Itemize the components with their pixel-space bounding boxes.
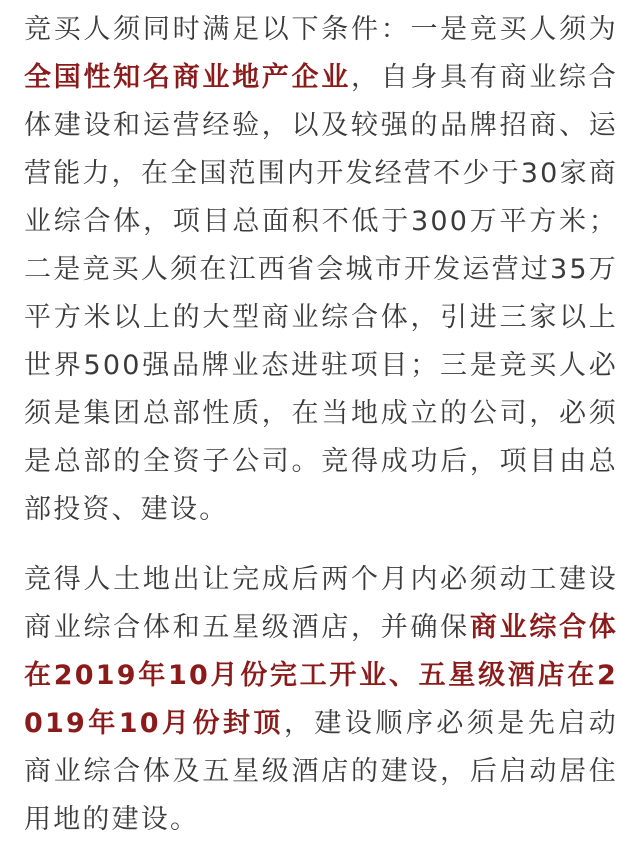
paragraph-text: 竞买人须同时满足以下条件：一是竞买人须为 bbox=[24, 14, 618, 45]
highlighted-text-completion-deadline: 商业综合体在2019年10月份完工开业、五星级酒店在2019年10月份封顶 bbox=[24, 612, 619, 739]
paragraph-text: ，自身具有商业综合体建设和运营经验，以及较强的品牌招商、运营能力，在全国范围内开发经营不少于30家商业综合体，项目总面积不低于300万平方米；二是竞买人须在江西省会城市开发运营过35万平方米以上的大型商业综合体，引进三家以上世界500强品牌业态进驻项目；三是竞买人必须是集团总部性质，在当地成立的公司，必须是总部的全资子公司。竞得成功后，项目由总部投资、建设。 bbox=[24, 62, 618, 525]
paragraph-text: 竞得人土地出让完成后两个月内必须动工建设商业综合体和五星级酒店，并确保 bbox=[24, 564, 618, 643]
paragraph-text: ，建设顺序必须是先启动商业综合体及五星级酒店的建设，后启动居住用地的建设。 bbox=[24, 708, 618, 835]
paragraph-construction-schedule bbox=[24, 556, 618, 844]
highlighted-text-enterprise-requirement: 全国性知名商业地产企业 bbox=[24, 62, 351, 93]
paragraph-bidder-conditions bbox=[24, 6, 618, 534]
